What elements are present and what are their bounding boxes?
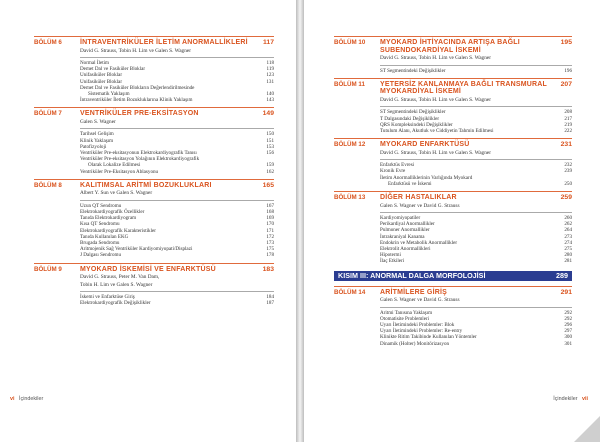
chapter-heading[interactable] — [34, 179, 274, 190]
section-page: 168 — [266, 209, 274, 216]
section-title: Tanıda Kullanılan EKG — [80, 233, 129, 240]
chapter-authors: Galen S. Wagner ve David G. Strauss — [380, 297, 460, 304]
chapter-page: 207 — [560, 80, 572, 88]
chapter-title: DİĞER HASTALIKLAR — [380, 194, 457, 202]
section-title: Endokrin ve Metabolik Anormallikler — [380, 239, 458, 246]
chapter-title: ARİTMİLERE GİRİŞ — [380, 288, 447, 296]
chapter-page: 231 — [560, 141, 572, 149]
section-list — [380, 307, 572, 347]
section-title: Hipotermi — [380, 252, 401, 259]
section-entry[interactable] — [380, 181, 572, 187]
page-number: vi — [10, 396, 15, 402]
section-title: Enfarktüs Evresi — [380, 162, 415, 169]
chapter-page: 117 — [263, 39, 274, 46]
section-title: Patofizyoloji — [80, 143, 107, 150]
section-page: 196 — [564, 67, 572, 74]
section-page: 171 — [266, 227, 274, 234]
chapter-page: 183 — [262, 265, 274, 273]
chapter-title: İNTRAVENTRİKÜLER İLETİM ANORMALLİKLERİ — [80, 39, 248, 46]
chapter-number: BÖLÜM 7 — [34, 110, 62, 118]
section-page: 153 — [266, 143, 274, 150]
chapter-page: 149 — [262, 110, 274, 118]
chapter-number: BÖLÜM 8 — [34, 181, 62, 189]
section-page: 262 — [564, 221, 572, 228]
chapter-block — [34, 263, 274, 307]
section-title: Enfarktüsü ve İskemi — [388, 180, 432, 187]
section-list — [80, 200, 274, 259]
section-title: Elektrokardiyografik Karakteristikler — [80, 227, 156, 234]
chapter-block — [34, 107, 274, 174]
chapter-heading[interactable] — [334, 78, 572, 96]
chapter-heading[interactable] — [334, 191, 572, 202]
section-title: Kısa QT Sendromu — [80, 221, 120, 228]
right-footer — [553, 396, 588, 402]
section-title: Ventriküler Pre-eksitasyonun Elektrokardiyografik Tanısı — [80, 150, 197, 157]
section-title: QRS Kompleksindeki Değişiklikler — [380, 121, 453, 128]
chapter-number: BÖLÜM 14 — [334, 288, 366, 296]
section-title: Uyarı İletimindeki Problemler: Blok — [380, 322, 455, 329]
section-list — [380, 65, 572, 74]
section-title: Tarihsel Gelişim — [80, 131, 114, 138]
left-page — [0, 0, 296, 442]
section-page: 143 — [266, 97, 274, 104]
section-page: 151 — [266, 137, 274, 144]
chapter-page: 195 — [560, 39, 572, 46]
section-page: 187 — [266, 300, 274, 307]
section-entry[interactable] — [80, 300, 274, 306]
section-page: 273 — [564, 233, 572, 240]
section-page: 178 — [266, 252, 274, 259]
chapter-authors: Galen S. Wagner — [80, 119, 116, 126]
section-page: 275 — [564, 246, 572, 253]
chapter-authors: Tobin H. Lim ve Galen S. Wagner — [80, 281, 153, 288]
section-page: 250 — [564, 180, 572, 187]
chapter-block — [334, 286, 572, 347]
section-title: Demet Dal ve Fasiküler Blokların Değerlendirilmesinde — [80, 84, 195, 91]
section-title: Tanıda Elektrokardiyogram — [80, 215, 137, 222]
section-title: Elektrokardiyografik Özellikler — [80, 209, 145, 216]
section-page: 264 — [564, 227, 572, 234]
section-page: 292 — [564, 315, 572, 322]
chapter-number: BÖLÜM 13 — [334, 194, 366, 202]
chapter-title: YETERSİZ KANLANMAYA BAĞLI TRANSMURAL MYOKARDİYAL İSKEMİ — [380, 80, 547, 96]
chapter-page: 259 — [560, 194, 572, 202]
right-page — [304, 0, 600, 442]
chapter-heading[interactable] — [34, 263, 274, 274]
section-page: 159 — [266, 162, 274, 169]
section-title: İskemi ve Enfarktüse Giriş — [80, 294, 135, 301]
section-page: 300 — [564, 334, 572, 341]
left-toc — [34, 36, 274, 310]
section-title: Aritmi Tanısına Yaklaşım — [380, 309, 433, 316]
chapter-number: BÖLÜM 9 — [34, 265, 62, 273]
chapter-page: 291 — [560, 288, 572, 296]
section-title: Ventriküler Pre-Eksitasyon Ablasyonu — [80, 168, 159, 175]
section-list — [80, 57, 274, 103]
section-page: 296 — [564, 322, 572, 329]
section-title: İletim Anormalliklerinin Varlığında Myokard — [380, 174, 473, 181]
section-title: İntraventriküler İletim Bozukluklarına Klinik Yaklaşım — [80, 97, 193, 104]
section-page: 208 — [564, 109, 572, 116]
chapter-block — [334, 138, 572, 187]
section-title: Otomatisite Problemleri — [380, 315, 430, 322]
section-title: ST Segmentindeki Değişiklikler — [380, 67, 446, 74]
section-page: 167 — [266, 202, 274, 209]
section-title: J Dalgası Sendromu — [80, 252, 122, 259]
section-page: 217 — [564, 115, 572, 122]
section-page: 131 — [266, 78, 274, 85]
section-entry[interactable] — [80, 252, 274, 258]
chapter-title: MYOKARD İSKEMİSİ VE ENFARKTÜSÜ — [80, 265, 216, 273]
section-entry[interactable] — [380, 128, 572, 134]
section-title: Brugada Sendromu — [80, 240, 120, 247]
section-title: Dinamik (Holter) Monitörizasyon — [380, 340, 450, 347]
part-banner — [334, 271, 572, 281]
section-title: T Dalgasındaki Değişiklikler — [380, 115, 440, 122]
right-toc — [334, 36, 572, 351]
section-page: 123 — [266, 72, 274, 79]
section-title: Uzun QT Sendromu — [80, 202, 122, 209]
chapter-group — [334, 286, 572, 347]
chapter-title: KALITIMSAL ARİTMİ BOZUKLUKLARI — [80, 181, 212, 189]
section-entry[interactable] — [80, 97, 274, 103]
chapter-authors: Galen S. Wagner ve David G. Strauss — [380, 202, 460, 209]
chapter-authors: David G. Strauss, Tobin H. Lim ve Galen S. Wagner — [380, 55, 491, 62]
footer-label: İçindekiler — [553, 396, 578, 402]
section-page: 274 — [564, 239, 572, 246]
section-page: 239 — [564, 168, 572, 175]
section-page: 170 — [266, 221, 274, 228]
section-title: Tutulum Alanı, Akutluk ve Ciddiyetin Tahmin Edilmesi — [380, 128, 494, 134]
chapter-block — [34, 179, 274, 259]
section-page: 297 — [564, 328, 572, 335]
part-title: KISIM III: ANORMAL DALGA MORFOLOJİSİ — [338, 271, 486, 281]
section-title: Kronik Evre — [380, 168, 406, 175]
chapter-authors: David G. Strauss, Peter M. Van Dam, — [80, 274, 160, 281]
section-title: Normal İletim — [80, 60, 109, 66]
chapter-number: BÖLÜM 6 — [34, 39, 62, 46]
section-title: İlaç Etkileri — [380, 258, 405, 265]
chapter-group — [334, 36, 572, 265]
chapter-title: MYOKARD İHTİYACINDA ARTIŞA BAĞLI SUBENDOKARDİYAL İSKEMİ — [380, 39, 520, 54]
section-page: 140 — [266, 91, 274, 98]
chapter-block — [334, 78, 572, 134]
chapter-heading[interactable] — [334, 138, 572, 149]
section-page: 150 — [266, 131, 274, 138]
chapter-block — [334, 36, 572, 74]
section-page: 162 — [266, 168, 274, 175]
section-title: Perikardiyal Anormallikler — [380, 221, 435, 228]
section-page: 222 — [564, 128, 572, 134]
section-title: Pulmoner Anormallikler — [380, 227, 430, 234]
section-page: 260 — [564, 215, 572, 222]
section-page: 281 — [564, 258, 572, 265]
section-page: 172 — [266, 233, 274, 240]
section-page: 219 — [564, 121, 572, 128]
page-curl — [574, 416, 600, 442]
chapter-block — [34, 36, 274, 103]
section-title: Sistematik Yaklaşım — [88, 91, 130, 98]
section-title: Olarak Lokalize Edilmesi — [88, 162, 141, 169]
section-title: Uyarı İletimindeki Problemler: Re-entry — [380, 328, 463, 335]
chapter-heading[interactable] — [334, 36, 572, 54]
chapter-authors: Albert Y. Sun ve Galen S. Wagner — [80, 190, 153, 197]
book-gutter — [296, 0, 304, 442]
chapter-number: BÖLÜM 11 — [334, 80, 365, 88]
chapter-heading[interactable] — [34, 107, 274, 118]
section-page: 184 — [266, 294, 274, 301]
chapter-title: MYOKARD ENFARKTÜSÜ — [380, 141, 470, 149]
chapter-number: BÖLÜM 12 — [334, 141, 366, 149]
chapter-page: 165 — [262, 181, 274, 189]
section-list — [80, 291, 274, 306]
section-page: 119 — [266, 66, 274, 73]
section-page: 173 — [266, 240, 274, 247]
section-page: 292 — [564, 309, 572, 316]
section-entry[interactable] — [380, 258, 572, 264]
section-list — [380, 106, 572, 134]
chapter-authors: David G. Strauss, Tobin H. Lim ve Galen S. Wagner — [380, 96, 491, 103]
section-page: 175 — [266, 246, 274, 253]
section-page: 156 — [266, 150, 274, 157]
section-page: 118 — [266, 60, 274, 66]
footer-label: İçindekiler — [19, 396, 44, 402]
section-list — [380, 159, 572, 187]
chapter-block — [334, 191, 572, 265]
section-title: Ventriküler Pre-eksitasyon Yolağının Elektrokardiyografik — [80, 156, 200, 163]
section-title: Aritmojenik Sağ Ventriküler Kardiyomiyopati/Displazi — [80, 246, 193, 253]
chapter-authors: David G. Strauss, Tobin H. Lim ve Galen S. Wagner — [380, 149, 491, 156]
page-number: vii — [582, 396, 588, 402]
section-title: Klinik Yaklaşım — [80, 137, 114, 144]
section-title: Klinikte Ritim Takibinde Kullanılan Yöntemler — [380, 334, 477, 341]
section-title: İntrakraniyal Kanama — [380, 233, 425, 240]
section-title: Demet Dal ve Fasiküler Bloklar — [80, 66, 146, 73]
chapter-authors: David G. Strauss, Tobin H. Lim ve Galen S. Wagner — [80, 47, 191, 54]
chapter-number: BÖLÜM 10 — [334, 39, 366, 46]
section-entry[interactable] — [80, 169, 274, 175]
chapter-heading[interactable] — [34, 36, 274, 47]
part-page: 289 — [556, 271, 568, 281]
section-title: Unifasiküler Bloklar — [80, 78, 123, 85]
section-page: 232 — [564, 162, 572, 169]
section-list — [80, 128, 274, 174]
section-entry[interactable] — [380, 341, 572, 347]
section-title: Kardiyomiyopatiler — [380, 215, 421, 222]
section-list — [380, 212, 572, 265]
left-footer — [10, 396, 43, 402]
section-page: 280 — [564, 252, 572, 259]
section-title: ST Segmentindeki Değişiklikler — [380, 109, 446, 116]
section-page: 301 — [564, 340, 572, 347]
section-title: Unifasiküler Bloklar — [80, 72, 123, 79]
chapter-heading[interactable] — [334, 286, 572, 297]
section-title: Elektrokardiyografik Değişiklikler — [80, 300, 151, 307]
chapter-title: VENTRİKÜLER PRE-EKSİTASYON — [80, 110, 199, 118]
section-title: Elektrolit Anormallikleri — [380, 246, 431, 253]
section-entry[interactable] — [380, 68, 572, 74]
section-page: 169 — [266, 215, 274, 222]
